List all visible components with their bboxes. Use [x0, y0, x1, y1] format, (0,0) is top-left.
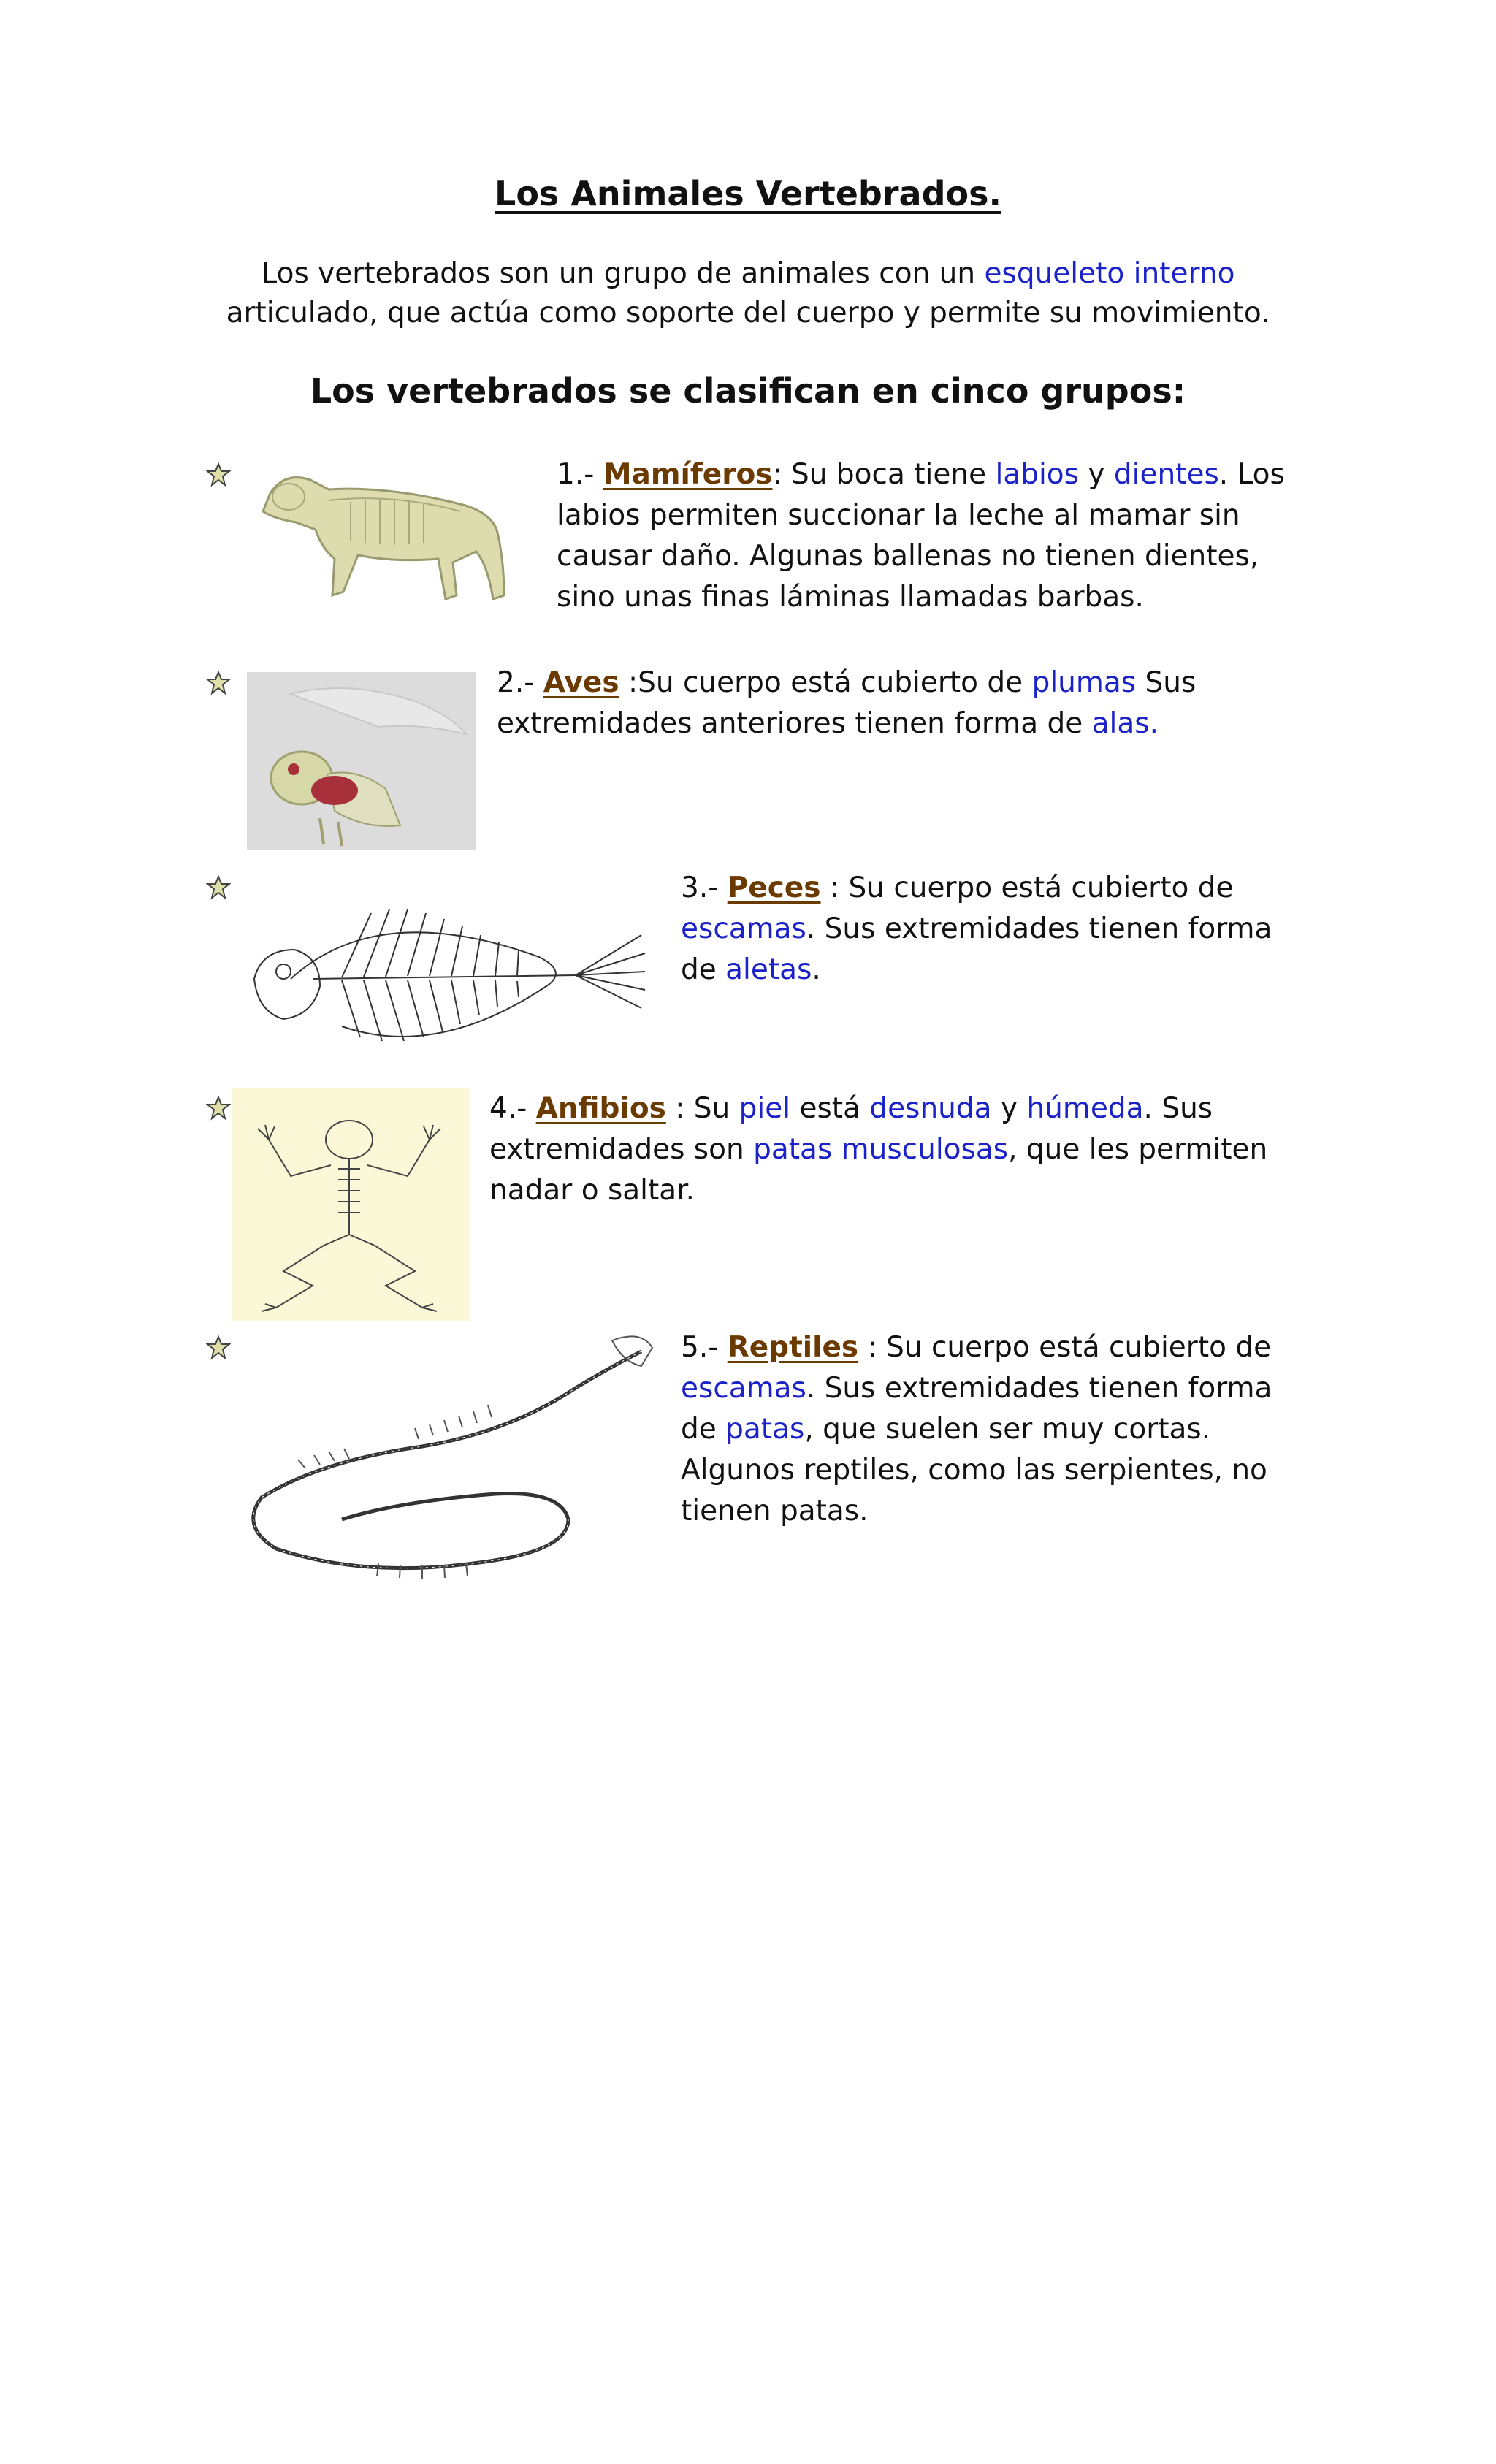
group-text: , que les permiten nadar o saltar. — [489, 1133, 1268, 1207]
page-title: Los Animales Vertebrados. — [495, 174, 1001, 213]
keyword: escamas — [681, 1372, 806, 1405]
intro-paragraph — [183, 254, 1313, 333]
dog-skeleton-image — [241, 449, 533, 617]
snake-skeleton-image — [232, 1322, 656, 1596]
group-text: , que suelen ser muy cortas. Algunos reptiles, como las serpientes, no tienen patas. — [681, 1413, 1267, 1527]
group-text: está — [790, 1092, 870, 1125]
group-item-mamiferos — [557, 454, 1309, 618]
group-text: :Su cuerpo está cubierto de — [619, 666, 1032, 699]
keyword: plumas — [1031, 666, 1137, 699]
category-name: Peces — [727, 871, 821, 904]
group-text: : Su cuerpo está cubierto de — [820, 871, 1234, 904]
group-number: 5.- — [681, 1331, 728, 1364]
group-item-aves — [497, 663, 1308, 744]
intro-text-end: articulado, que actúa como soporte del cuerpo y permite su movimiento. — [226, 297, 1270, 329]
category-name: Mamíferos — [603, 458, 773, 491]
group-text: : Su — [665, 1092, 739, 1125]
category-name: Anfibios — [535, 1092, 666, 1125]
category-name: Reptiles — [727, 1331, 859, 1364]
fish-skeleton-image — [232, 869, 656, 1081]
group-text: y — [991, 1092, 1027, 1125]
group-text: : Su cuerpo está cubierto de — [858, 1331, 1272, 1364]
group-number: 3.- — [681, 871, 728, 904]
star-bullet-icon — [206, 1096, 231, 1121]
star-bullet-icon — [206, 1335, 231, 1360]
keyword: desnuda — [869, 1092, 992, 1125]
intro-highlight: esqueleto interno — [984, 257, 1235, 290]
group-text: y — [1079, 458, 1114, 491]
group-number: 4.- — [489, 1092, 536, 1125]
section-subtitle: Los vertebrados se clasifican en cinco grupos: — [310, 371, 1186, 411]
star-bullet-icon — [206, 671, 231, 695]
group-text: : Su boca tiene — [772, 458, 996, 491]
keyword: alas. — [1091, 707, 1159, 740]
keyword: aletas — [725, 953, 812, 986]
frog-skeleton-image — [232, 1088, 470, 1321]
group-item-peces — [681, 868, 1309, 991]
group-text: Sus extremidades anteriores tienen forma de — [497, 666, 1197, 740]
keyword: patas — [725, 1413, 805, 1446]
star-bullet-icon — [206, 462, 231, 487]
group-text: . Sus extremidades tienen forma de — [681, 1372, 1272, 1446]
group-number: 1.- — [557, 458, 603, 491]
group-item-anfibios — [489, 1088, 1311, 1211]
keyword: labios — [995, 458, 1079, 491]
group-text: . Sus extremidades tienen forma de — [681, 912, 1272, 986]
group-text: . — [812, 953, 821, 986]
keyword: piel — [739, 1092, 791, 1125]
group-text: . Sus extremidades son — [489, 1092, 1213, 1166]
group-number: 2.- — [497, 666, 543, 699]
category-name: Aves — [543, 666, 619, 699]
keyword: dientes — [1113, 458, 1219, 491]
bird-skeleton-image — [247, 672, 476, 850]
intro-text-start: Los vertebrados son un grupo de animales con un — [261, 257, 985, 290]
group-text: . Los labios permiten succionar la leche al mamar sin causar daño. Algunas ballenas no tienen dientes, sino unas finas láminas llamadas barbas. — [557, 458, 1285, 614]
star-bullet-icon — [206, 875, 231, 900]
keyword: escamas — [681, 912, 806, 945]
group-item-reptiles — [681, 1327, 1309, 1532]
keyword: húmeda — [1026, 1092, 1144, 1125]
keyword: patas musculosas — [753, 1133, 1009, 1166]
